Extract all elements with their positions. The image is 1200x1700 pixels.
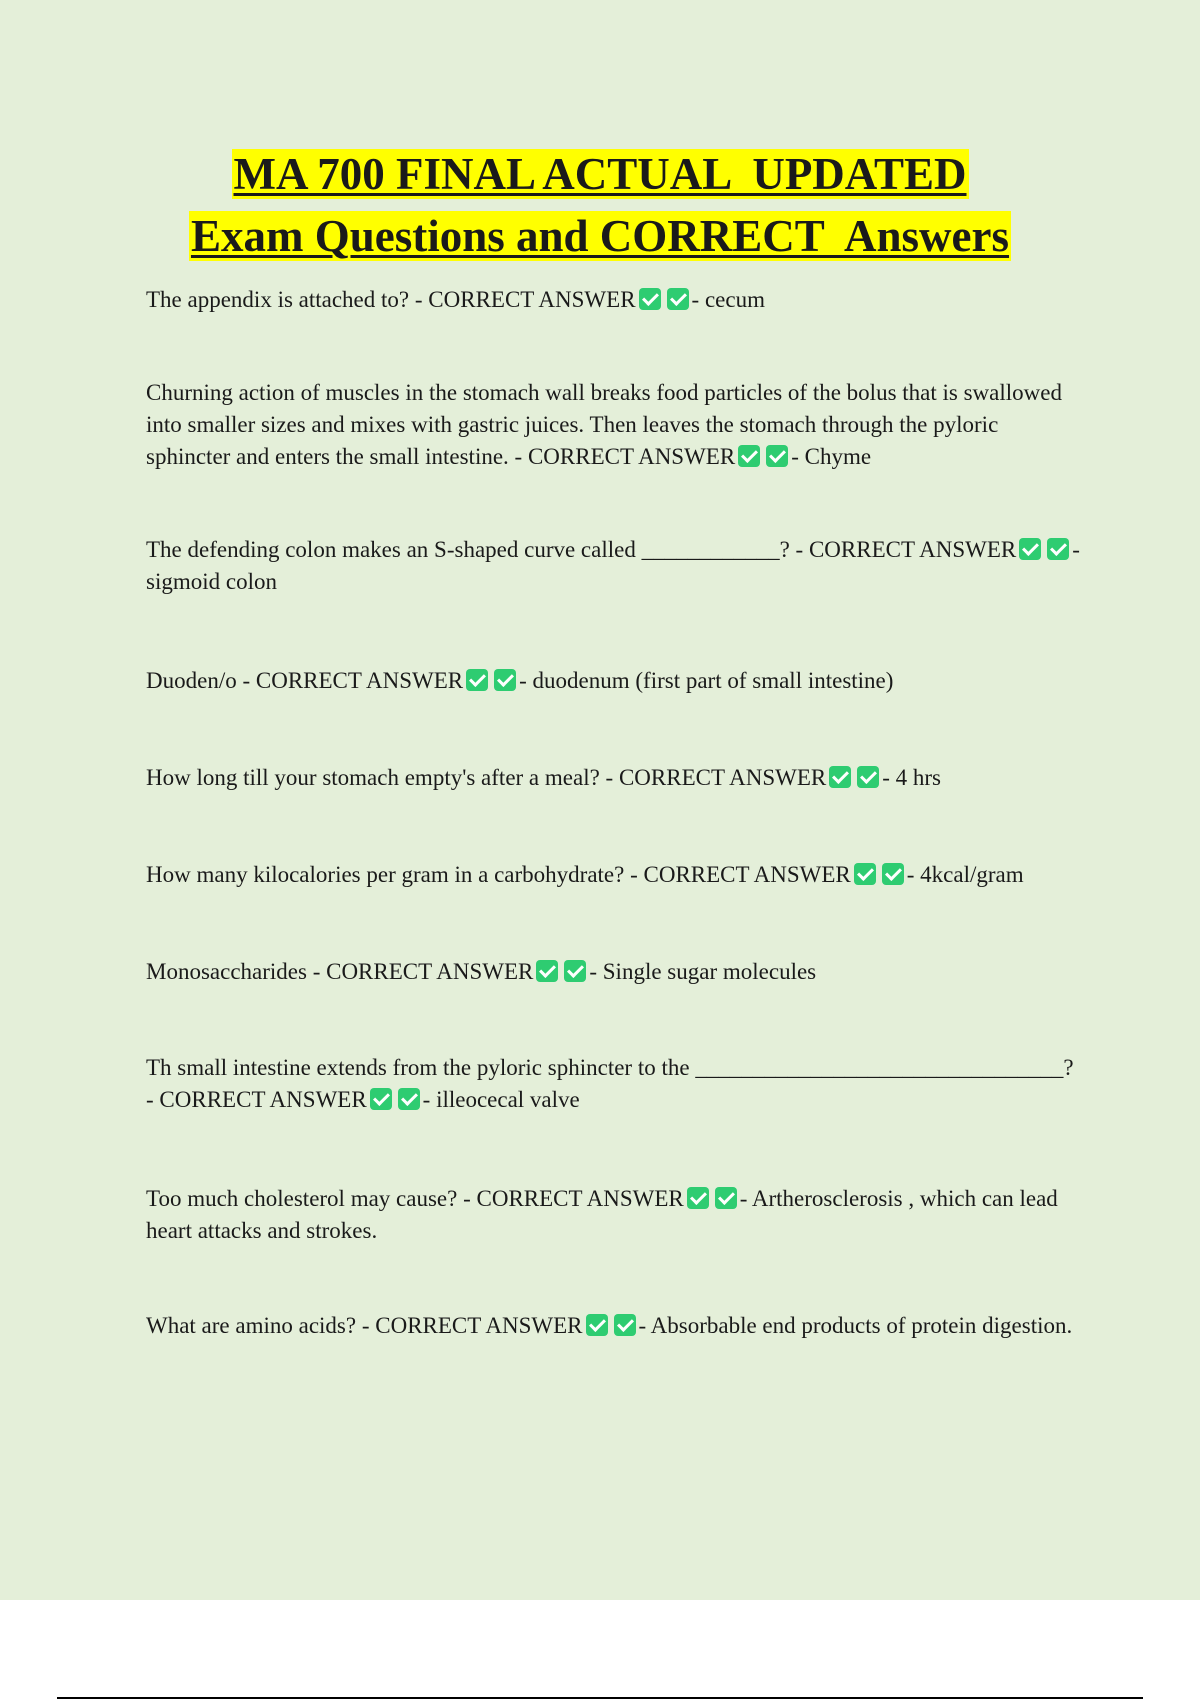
qa-item [146,377,1086,473]
qa-item [146,665,1086,697]
qa-item [146,534,1086,598]
question-text: Th small intestine extends from the pyloric sphincter to the ________________________________? - [146,1055,1080,1112]
checkmark-box-icon [854,863,876,885]
question-text: Duoden/o - [146,668,256,693]
checkmark-box-icon [766,445,788,467]
checkmark-box-icon [466,669,488,691]
question-text: The defending colon makes an S-shaped curve called ____________? - [146,537,809,562]
qa-item [146,1052,1086,1116]
answer-text: - Artherosclerosis , which can lead heart attacks and strokes. [146,1186,1064,1243]
qa-item [146,1183,1086,1247]
answer-text: - duodenum (first part of small intestine) [519,668,894,693]
checkmark-box-icon [536,960,558,982]
answer-text: - Single sugar molecules [589,959,817,984]
qa-item [146,859,1086,891]
correct-answer-label: CORRECT ANSWER [159,1087,367,1112]
checkmark-box-icon [687,1187,709,1209]
qa-item [146,956,1086,988]
correct-answer-label: CORRECT ANSWER [326,959,534,984]
document-title [0,143,1200,267]
checkmark-box-icon [1019,538,1041,560]
checkmark-box-icon [882,863,904,885]
question-text: How many kilocalories per gram in a carbohydrate? - [146,862,644,887]
correct-answer-label: CORRECT ANSWER [428,287,636,312]
answer-text: - Chyme [791,444,872,469]
checkmark-box-icon [667,288,689,310]
question-text: Monosaccharides - [146,959,327,984]
answer-text: - 4kcal/gram [906,862,1024,887]
correct-answer-label: CORRECT ANSWER [476,1186,684,1211]
checkmark-box-icon [829,766,851,788]
correct-answer-label: CORRECT ANSWER [643,862,851,887]
checkmark-box-icon [564,960,586,982]
title-line-1: MA 700 FINAL ACTUAL UPDATED [233,149,967,199]
checkmark-box-icon [494,669,516,691]
answer-text: - sigmoid colon [146,537,1086,594]
answer-text: - cecum [691,287,765,312]
correct-answer-label: CORRECT ANSWER [808,537,1017,562]
correct-answer-label: CORRECT ANSWER [375,1313,583,1338]
correct-answer-label: CORRECT ANSWER [618,765,827,790]
question-text: Churning action of muscles in the stomach wall breaks food particles of the bolus that is swallowed into smaller sizes and mixes with gastric juices. Then leaves the stomach through the pyloric sphincter and enters the small intestine. - [146,380,1068,469]
question-text: What are amino acids? - [146,1313,376,1338]
question-text: How long till your stomach empty's after a meal? - [146,765,619,790]
answer-text: - Absorbable end products of protein digestion. [638,1313,1073,1338]
qa-item [146,762,1086,794]
checkmark-box-icon [398,1088,420,1110]
qa-item [146,1310,1086,1342]
correct-answer-label: CORRECT ANSWER [255,668,464,693]
question-text: Too much cholesterol may cause? - [146,1186,477,1211]
checkmark-box-icon [857,766,879,788]
checkmark-box-icon [586,1314,608,1336]
correct-answer-label: CORRECT ANSWER [527,444,736,469]
question-text: The appendix is attached to? - [146,287,429,312]
checkmark-box-icon [1047,538,1069,560]
footer-rule [57,1697,1143,1699]
checkmark-box-icon [639,288,661,310]
checkmark-box-icon [715,1187,737,1209]
checkmark-box-icon [370,1088,392,1110]
checkmark-box-icon [614,1314,636,1336]
title-line-2: Exam Questions and CORRECT Answers [190,211,1010,261]
qa-item [146,284,1086,316]
answer-text: - 4 hrs [882,765,941,790]
answer-text: - illeocecal valve [422,1087,580,1112]
checkmark-box-icon [738,445,760,467]
